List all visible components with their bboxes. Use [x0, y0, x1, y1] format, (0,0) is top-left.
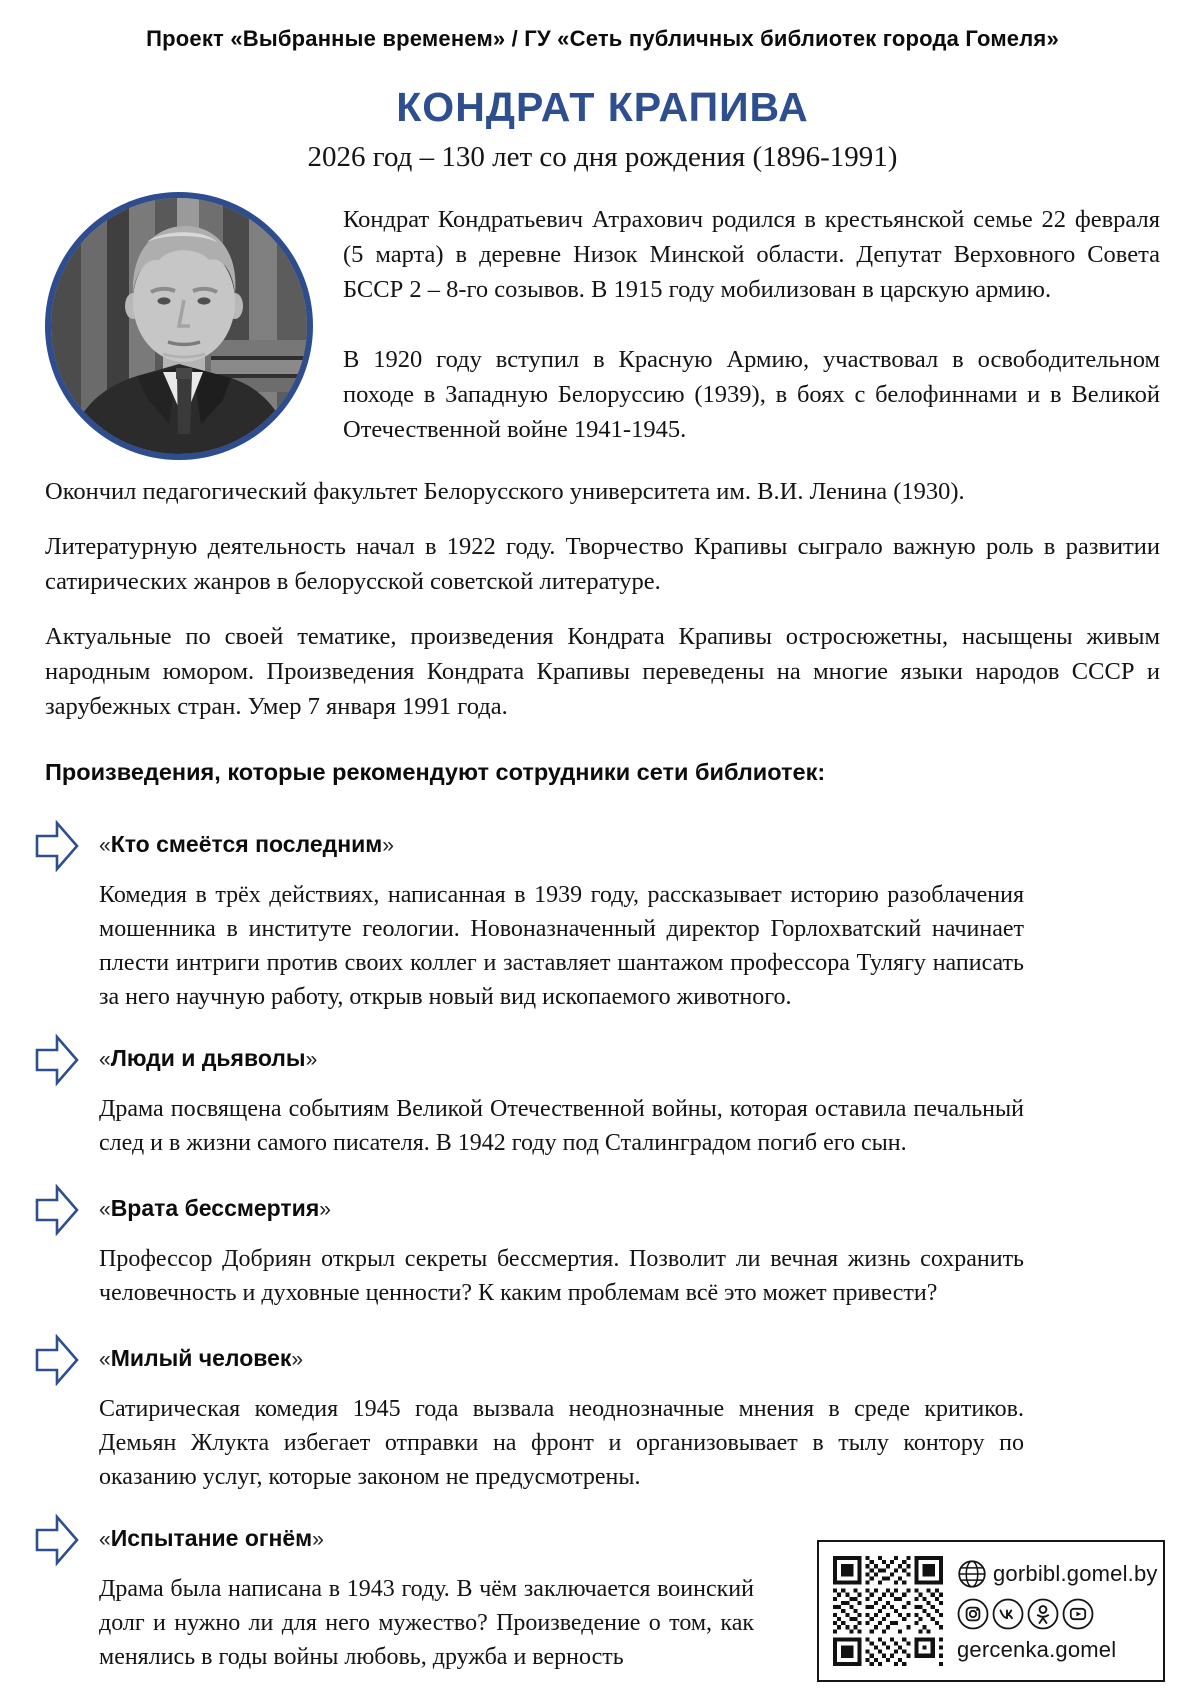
instagram-icon — [957, 1598, 989, 1630]
odnoklassniki-icon — [1027, 1598, 1059, 1630]
quote-open: « — [99, 834, 111, 857]
globe-icon — [957, 1559, 987, 1589]
quote-close: » — [319, 1198, 331, 1221]
quote-open: « — [99, 1348, 111, 1371]
arrow-right-icon — [35, 820, 81, 1014]
work-body — [81, 1044, 1160, 1160]
bio-lead-column — [313, 192, 1160, 460]
work-description: Драма посвящена событиям Великой Отечественной войны, которая оставила печальный след и в жизни самого писателя. В 1942 году под Сталинградом погиб его сын. — [99, 1096, 1024, 1156]
bio-paragraph: Литературную деятельность начал в 1922 году. Творчество Крапивы сыграло важную роль в развитии сатирических жанров в белорусской советской литературе. — [45, 533, 1160, 595]
quote-close: » — [382, 834, 394, 857]
quote-close: » — [312, 1528, 324, 1551]
bio-top-section — [45, 192, 1160, 460]
website-url: gorbibl.gomel.by — [993, 1561, 1158, 1586]
website-row — [957, 1559, 1158, 1589]
page-title: КОНДРАТ КРАПИВА — [396, 84, 809, 130]
work-item — [35, 1044, 1160, 1160]
work-item — [35, 1194, 1160, 1310]
contact-info — [947, 1559, 1158, 1663]
bio-paragraph: Окончил педагогический факультет Белорусского университета им. В.И. Ленина (1930). — [45, 478, 965, 505]
contact-box — [817, 1540, 1165, 1682]
work-title — [99, 1344, 1160, 1374]
arrow-right-icon — [35, 1184, 81, 1310]
work-title-text: Испытание огнём — [110, 1525, 313, 1551]
anniversary-subtitle: 2026 год – 130 лет со дня рождения (1896-1991) — [307, 141, 898, 173]
work-title — [99, 830, 1160, 860]
quote-open: « — [99, 1198, 111, 1221]
arrow-right-icon — [35, 1514, 81, 1674]
arrow-right-icon — [35, 1034, 81, 1160]
social-handle: gercenka.gomel — [957, 1637, 1117, 1662]
project-header: Проект «Выбранные временем» / ГУ «Сеть публичных библиотек города Гомеля» — [146, 26, 1059, 51]
portrait-photo — [45, 192, 313, 460]
work-description: Профессор Добриян открыл секреты бессмертия. Позволит ли вечная жизнь сохранить человечность и духовные ценности? К каким проблемам всё это может привести? — [99, 1246, 1024, 1306]
work-title — [99, 1194, 1160, 1224]
work-description: Драма была написана в 1943 году. В чём заключается воинский долг и нужно ли для него мужество? Произведение о том, как менялись в годы войны любовь, дружба и верность — [99, 1576, 754, 1670]
quote-close: » — [305, 1048, 318, 1071]
portrait-illustration — [51, 198, 307, 454]
work-body — [81, 1194, 1160, 1310]
quote-open: « — [99, 1048, 111, 1071]
work-title — [99, 1044, 1160, 1074]
work-body — [81, 830, 1160, 1014]
quote-close: » — [291, 1348, 304, 1371]
social-icons-row — [957, 1598, 1158, 1630]
youtube-icon — [1062, 1598, 1094, 1630]
bio-paragraph: Кондрат Кондратьевич Атрахович родился в крестьянской семье 22 февраля (5 марта) в деревне Низок Минской области. Депутат Верховного Совета БССР 2 – 8-го созывов. В 1915 году мобилизован в царскую армию. — [343, 206, 1160, 303]
work-body — [81, 1344, 1160, 1494]
work-description: Комедия в трёх действиях, написанная в 1939 году, рассказывает историю разоблачения мошенника в институте геологии. Новоназначенный директор Горлохватский начинает плести интриги против своих коллег и заставляет шантажом профессора Тулягу написать за него научную работу, открыв новый вид ископаемого животного. — [99, 882, 1024, 1010]
work-title-text: Врата бессмертия — [110, 1195, 320, 1221]
quote-open: « — [99, 1528, 111, 1551]
vk-icon — [992, 1598, 1024, 1630]
work-title-text: Милый человек — [110, 1345, 292, 1371]
bio-paragraph: Актуальные по своей тематике, произведения Кондрата Крапивы остросюжетны, насыщены живым народным юмором. Произведения Кондрата Крапивы переведены на многие языки народов СССР и зарубежных стран. Умер 7 января 1991 года. — [45, 623, 1160, 720]
work-title-text: Кто смеётся последним — [110, 831, 383, 857]
qr-code — [829, 1552, 947, 1670]
work-title-text: Люди и дьяволы — [110, 1045, 306, 1071]
work-description: Сатирическая комедия 1945 года вызвала неоднозначные мнения в среде критиков. Демьян Жлукта избегает отправки на фронт и организовывает в тылу контору по оказанию услуг, которые законом не предусмотрены. — [99, 1396, 1024, 1490]
work-item — [35, 830, 1160, 1014]
bio-paragraph: В 1920 году вступил в Красную Армию, участвовал в освободительном походе в Западную Белоруссию (1939), в боях с белофиннами и в Великой Отечественной войне 1941-1945. — [343, 346, 1160, 443]
work-item — [35, 1344, 1160, 1494]
arrow-right-icon — [35, 1334, 81, 1494]
works-section-heading: Произведения, которые рекомендуют сотрудники сети библиотек: — [45, 759, 826, 785]
